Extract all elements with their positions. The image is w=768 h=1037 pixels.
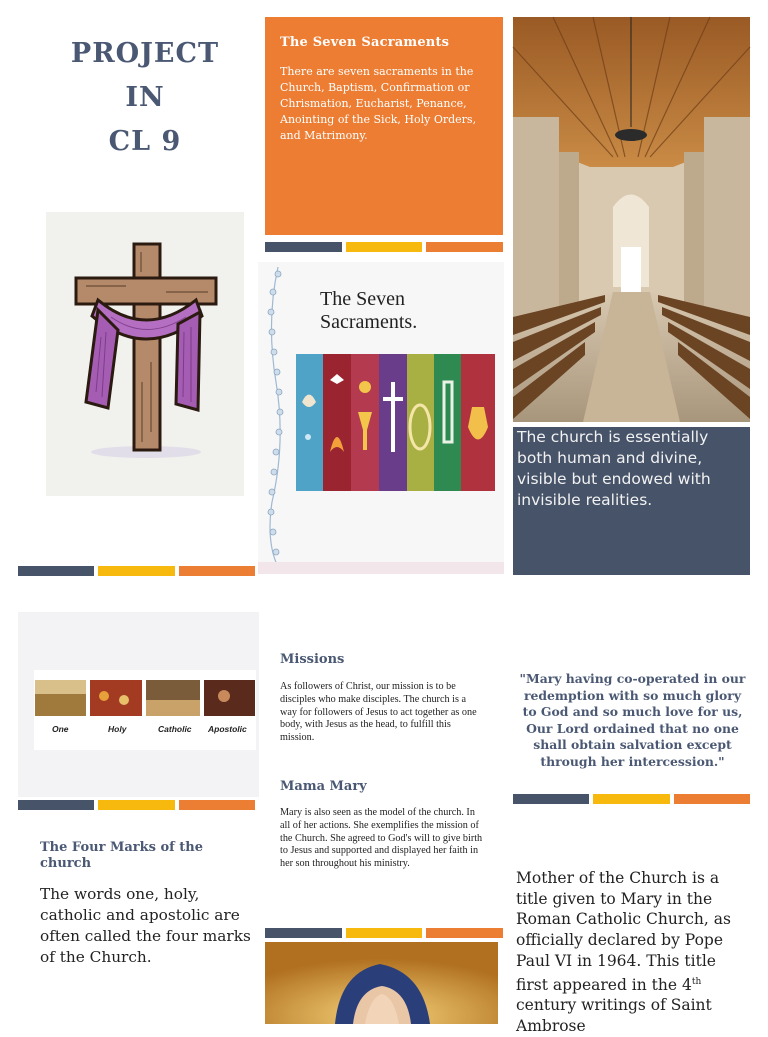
mark-label-one: One bbox=[52, 724, 69, 734]
cross-illustration bbox=[46, 212, 244, 496]
color-stripe bbox=[18, 800, 255, 810]
project-title bbox=[40, 32, 250, 164]
mama-mary-heading: Mama Mary bbox=[280, 779, 367, 794]
title-line-1: PROJECT bbox=[70, 38, 220, 69]
sacraments-card bbox=[265, 17, 503, 235]
color-stripe bbox=[265, 928, 503, 938]
title-line-2: IN bbox=[125, 82, 165, 113]
mary-portrait-image bbox=[265, 942, 498, 1024]
four-marks-image bbox=[18, 612, 259, 797]
missions-body: As followers of Christ, our mission is to be disciples who make disciples. The church is a way for followers of Jesus to act together as one body, with Jesus as the head, to fulfill this mission. bbox=[280, 681, 477, 744]
sacraments-heading: The Seven Sacraments bbox=[280, 35, 450, 50]
mark-label-holy: Holy bbox=[108, 724, 127, 734]
mother-of-church-text bbox=[516, 868, 752, 1037]
mother-of-church-part1: Mother of the Church is a title given to Mary in the Roman Catholic Church, as officially declared by Pope Paul VI in 1964. This title first appeared in the 4 bbox=[516, 869, 731, 994]
four-marks-heading: The Four Marks of the church bbox=[40, 840, 203, 871]
mary-quote: "Mary having co-operated in our redemption with so much glory to God and so much love for us, Our Lord ordained that no one shall obtain salvation except through her intercession." bbox=[519, 671, 746, 769]
mark-label-catholic: Catholic bbox=[158, 724, 192, 734]
title-line-3: CL 9 bbox=[108, 126, 182, 157]
seven-sacraments-image-title: The Seven Sacraments. bbox=[320, 288, 418, 333]
color-stripe bbox=[265, 242, 503, 252]
church-nature-text: The church is essentially both human and divine, visible but endowed with invisible realities. bbox=[517, 428, 711, 509]
seven-sacraments-image bbox=[258, 262, 504, 574]
mother-of-church-sup: th bbox=[691, 976, 702, 987]
mother-of-church-part2: century writings of Saint Ambrose bbox=[516, 996, 712, 1036]
mama-mary-body: Mary is also seen as the model of the church. In all of her actions. She exemplifies the mission of the Church. She agreed to God's will to give birth to Jesus and supported and displayed her faith in her son throughout his ministry. bbox=[280, 807, 483, 870]
mark-label-apostolic: Apostolic bbox=[208, 724, 247, 734]
four-marks-strip bbox=[34, 670, 256, 750]
sacraments-body: There are seven sacraments in the Church, Baptism, Confirmation or Chrismation, Eucharist, Penance, Anointing of the Sick, Holy Orders, and Matrimony. bbox=[280, 65, 477, 142]
color-stripe bbox=[513, 794, 750, 804]
church-interior-image bbox=[513, 17, 750, 422]
church-nature-card bbox=[513, 427, 750, 575]
missions-heading: Missions bbox=[280, 652, 345, 667]
color-stripe bbox=[18, 566, 255, 576]
four-marks-body: The words one, holy, catholic and apostolic are often called the four marks of the Church. bbox=[40, 885, 251, 966]
